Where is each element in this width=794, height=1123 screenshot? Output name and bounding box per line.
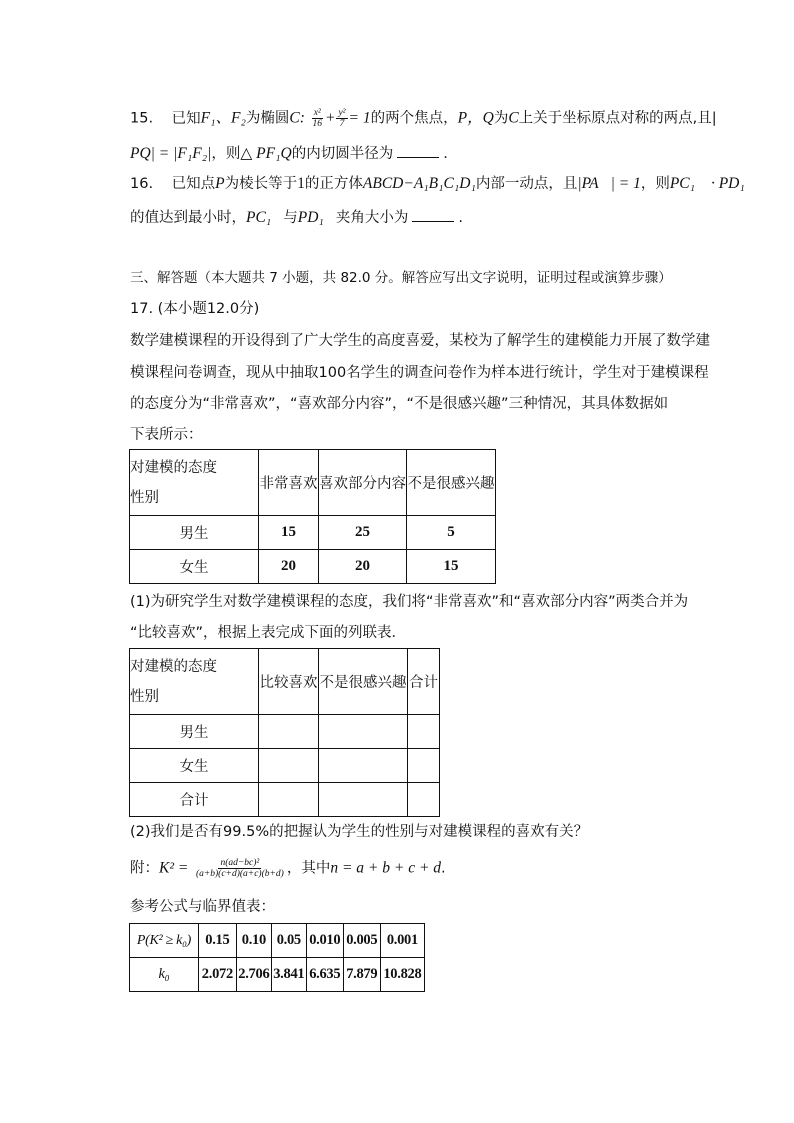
corner-label-top: 对建模的态度 — [130, 459, 217, 476]
table-cell: 7.879 — [343, 958, 380, 992]
fraction-y2-7: $\frac{\text{y²}}{7}$ — [338, 108, 346, 129]
formula-math: K² = — [159, 859, 189, 877]
formula-math: n = a + b + c + d — [330, 859, 442, 877]
q17-part1-line: “比较喜欢”，根据上表完成下面的列联表． — [130, 625, 407, 641]
formula-line — [130, 858, 446, 879]
table-cell: 0.15 — [198, 924, 236, 958]
q16-math: |PA⃗| = 1 — [577, 175, 641, 192]
table-row — [130, 783, 440, 817]
q16-math: 1 — [297, 175, 305, 192]
table-row — [130, 715, 440, 749]
table-cell: 5 — [407, 516, 496, 550]
table-cell: 2.072 — [198, 958, 236, 992]
critical-value-table — [129, 923, 425, 992]
row-label: P(K² ≥ k₀) — [130, 924, 199, 958]
section-heading: 三、解答题（本大题共 7 小题，共 82.0 分。解答应写出文字说明，证明过程或演算步骤） — [130, 270, 672, 286]
table-cell: 0.10 — [236, 924, 271, 958]
table-row — [130, 958, 425, 992]
table-header-cell: 合计 — [408, 649, 440, 715]
table-row — [130, 924, 425, 958]
formula-text: ，其中 — [286, 860, 331, 877]
q16-math: PC₁⃗ · PD₁⃗ — [669, 175, 757, 192]
q16-math: P — [215, 175, 225, 192]
contingency-table — [129, 648, 440, 817]
row-label: k₀ — [130, 958, 199, 992]
q16-math: ABCD−A₁B₁C₁D₁ — [362, 175, 476, 192]
q16-text: 的值达到最小时， — [130, 210, 246, 226]
survey-data-table — [129, 449, 496, 584]
table-header-cell: 比较喜欢 — [259, 649, 319, 715]
formula-text: 附： — [130, 860, 159, 877]
q16-line1 — [130, 174, 757, 194]
q16-math: PD₁⃗ — [297, 209, 336, 226]
corner-label-bottom: 性别 — [130, 688, 159, 705]
q16-text: 的正方体 — [304, 176, 363, 192]
empty-cell[interactable] — [408, 715, 440, 749]
table-corner-cell — [130, 450, 259, 516]
row-label: 男生 — [130, 715, 259, 749]
fraction-x2-16: $\frac{\text{x²}}{16}$ — [312, 108, 322, 129]
table-row — [130, 749, 440, 783]
empty-cell[interactable] — [259, 783, 319, 817]
table-cell: 20 — [319, 550, 407, 584]
row-label: 女生 — [130, 550, 259, 584]
table-header-cell: 非常喜欢 — [259, 450, 319, 516]
empty-cell[interactable] — [319, 749, 408, 783]
q17-paragraph-line: 模课程问卷调查，现从中抽取100名学生的调查问卷作为样本进行统计，学生对于建模课程 — [130, 365, 709, 381]
q15-line1 — [130, 108, 717, 129]
q16-text: 与 — [283, 210, 298, 226]
q15-math: PQ| = |F₁F₂| — [130, 145, 212, 162]
formula-text: . — [441, 860, 446, 877]
table-cell: 6.635 — [306, 958, 343, 992]
q16-line2 — [130, 207, 463, 228]
q16-text: ，则 — [640, 176, 670, 192]
table-cell: 15 — [407, 550, 496, 584]
q15-math: = 1 — [348, 109, 371, 127]
table-cell: 0.001 — [380, 924, 424, 958]
row-label: 女生 — [130, 749, 259, 783]
q15-math: △ PF₁Q — [240, 145, 292, 162]
table-cell: 25 — [319, 516, 407, 550]
table-cell: 20 — [259, 550, 319, 584]
table-cell: 3.841 — [271, 958, 306, 992]
empty-cell[interactable] — [259, 749, 319, 783]
empty-cell[interactable] — [319, 783, 408, 817]
table-cell: 2.706 — [236, 958, 271, 992]
empty-cell[interactable] — [259, 715, 319, 749]
q15-text: 上关于坐标原点对称的两点,且| — [518, 110, 717, 127]
table-cell: 0.005 — [343, 924, 380, 958]
answer-blank[interactable] — [412, 207, 454, 222]
reference-title: 参考公式与临界值表： — [130, 899, 275, 915]
formula-fraction: $\frac{\text{n(ad−bc)²}}{(a+b)(c+d)(a+c)(b+d)}$ — [195, 858, 284, 879]
q16-text: 为棱长等于 — [224, 176, 298, 192]
empty-cell[interactable] — [408, 749, 440, 783]
q15-text: 的内切圆半径为 — [291, 146, 394, 162]
table-row — [130, 516, 496, 550]
table-cell: 0.010 — [306, 924, 343, 958]
table-row — [130, 550, 496, 584]
empty-cell[interactable] — [319, 715, 408, 749]
q15-number: 15. — [130, 110, 154, 127]
q16-text: 已知点 — [171, 176, 216, 192]
table-cell: 15 — [259, 516, 319, 550]
q17-paragraph-line: 的态度分为“非常喜欢”，“喜欢部分内容”，“不是很感兴趣”三种情况，其具体数据如 — [130, 396, 669, 412]
q16-text: . — [458, 210, 463, 226]
q15-text: ，则 — [211, 146, 241, 162]
q15-line2 — [130, 143, 448, 164]
table-corner-cell — [130, 649, 259, 715]
q16-text: 内部一动点，且 — [475, 176, 578, 192]
q16-math: PC₁⃗ — [246, 209, 284, 226]
q15-text: . — [443, 146, 448, 162]
q17-header: 17. (本小题12.0分) — [130, 301, 260, 317]
q15-text: 的两个焦点， — [370, 110, 458, 127]
q16-number: 16. — [130, 176, 154, 192]
table-header-cell: 不是很感兴趣 — [319, 649, 408, 715]
q17-paragraph-line: 下表所示： — [130, 427, 203, 443]
row-label: 合计 — [130, 783, 259, 817]
corner-label-top: 对建模的态度 — [130, 658, 217, 675]
table-cell: 0.05 — [271, 924, 306, 958]
q17-part2: (2)我们是否有99.5%的把握认为学生的性别与对建模课程的喜欢有关？ — [130, 824, 589, 840]
q15-text: 为椭圆 — [245, 110, 290, 127]
q17-paragraph-line: 数学建模课程的开设得到了广大学生的高度喜爱，某校为了解学生的建模能力开展了数学建 — [130, 333, 710, 349]
answer-blank[interactable] — [397, 143, 439, 158]
table-header-cell: 不是很感兴趣 — [407, 450, 496, 516]
q15-text: 为 — [493, 110, 509, 127]
empty-cell[interactable] — [408, 783, 440, 817]
q15-math: + — [325, 109, 336, 127]
q16-text: 夹角大小为 — [335, 210, 409, 226]
corner-label-bottom: 性别 — [130, 489, 159, 506]
q17-part1-line: (1)为研究学生对数学建模课程的态度，我们将“非常喜欢”和“喜欢部分内容”两类合并为 — [130, 594, 689, 610]
table-header-cell: 喜欢部分内容 — [319, 450, 407, 516]
q15-math: C: — [289, 109, 305, 127]
q15-text: 已知 — [171, 110, 201, 127]
row-label: 男生 — [130, 516, 259, 550]
q15-math: C — [508, 109, 519, 127]
q15-math: F₁、F₂ — [200, 109, 246, 127]
table-cell: 10.828 — [380, 958, 424, 992]
q15-math: P，Q — [457, 109, 494, 127]
